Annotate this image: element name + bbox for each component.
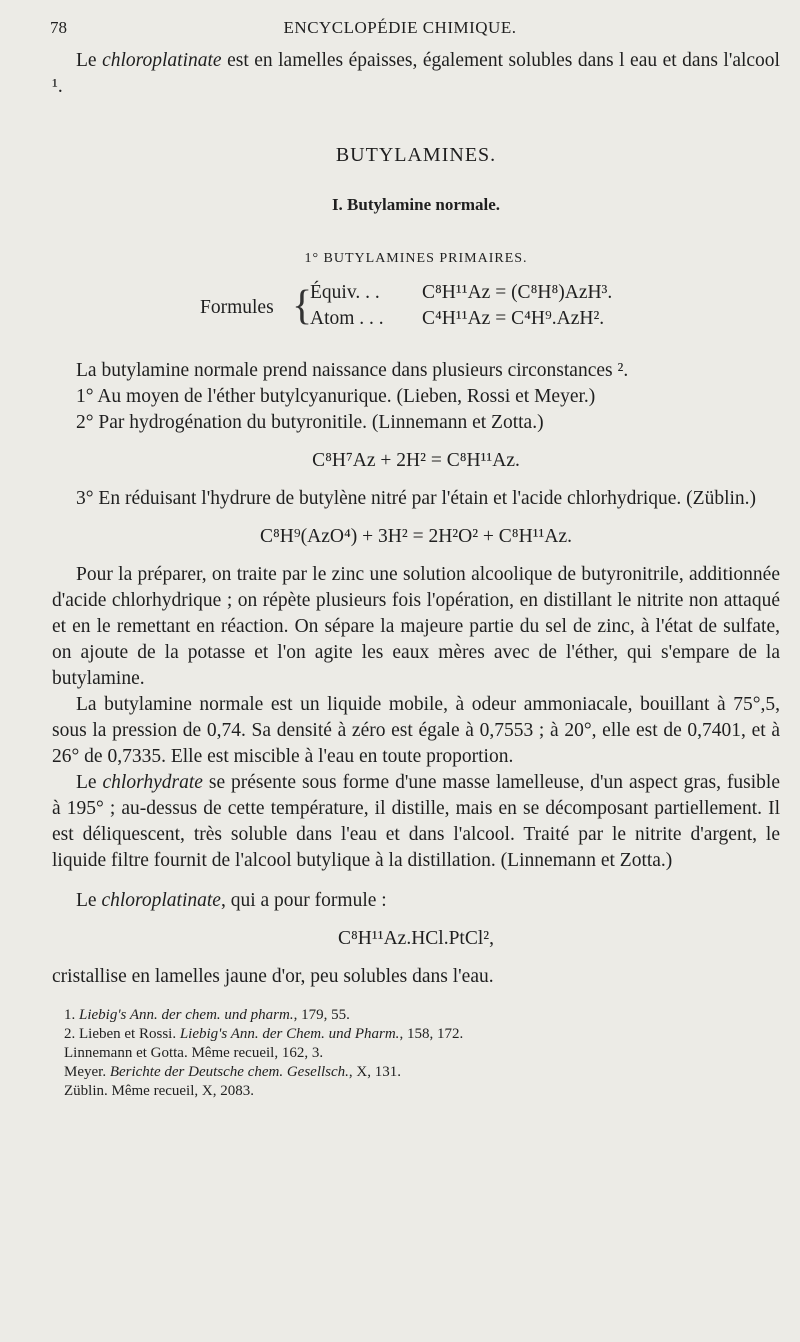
footnote <box>52 1025 780 1044</box>
formula-key: Atom . . . <box>310 308 384 329</box>
footnote-num: 2. <box>64 1026 79 1042</box>
footnote-source: Liebig's Ann. der chem. und pharm. <box>79 1007 294 1023</box>
page-number: 78 <box>50 18 67 37</box>
paragraph: 3° En réduisant l'hydrure de butylène nitré par l'étain et l'acide chlorhydrique. (Züblin.) <box>76 488 757 509</box>
text: Le <box>76 772 103 793</box>
formula-row-atom <box>310 306 604 332</box>
footnote <box>52 1006 780 1025</box>
paragraph: Pour la préparer, on traite par le zinc une solution alcoolique de butyronitrile, additionnée d'acide chlorhydrique ; on répète plusieurs fois l'opération, en distillant le nitrite non attaqué et en le remettant en réaction. On sépare la majeure partie du sel de zinc, à l'état de sulfate, on ajoute de la potasse et l'on agite les eaux mères avec de l'éther, qui s'empare de la butylamine. <box>52 564 780 689</box>
section-title: BUTYLAMINES. <box>335 144 497 166</box>
page-body <box>52 48 780 1101</box>
paragraph <box>52 888 780 914</box>
term: chloroplatinate <box>101 890 221 911</box>
term: chlorhydrate <box>102 772 203 793</box>
intro-post: est en lamelles épaisses, également solubles dans l eau et dans l'alcool ¹. <box>52 50 780 97</box>
formula-row-equiv <box>310 280 612 306</box>
footnote-text: , 179, 55. <box>293 1007 350 1023</box>
intro-paragraph <box>52 48 780 100</box>
formulas-label: Formules <box>200 297 274 318</box>
intro-pre: Le <box>76 50 103 71</box>
footnote-source: Liebig's Ann. der Chem. und Pharm. <box>179 1026 400 1042</box>
running-title: ENCYCLOPÉDIE CHIMIQUE. <box>283 18 517 37</box>
footnote <box>52 1063 780 1082</box>
text: se présente sous forme d'une masse lamelleuse, d'un aspect gras, fusible à 195° ; au-dessus de cette température, il distille, mais en se décomposant partiellement. Il est déliquescent, très soluble dans l'eau et dans l'alcool. Traité par le nitrite d'argent, le liquide filtre fournit de l'alcool butylique à la distillation. (Linnemann et Zotta.) <box>52 772 780 871</box>
footnote-text: , X, 131. <box>348 1064 401 1080</box>
equation: C⁸H¹¹Az.HCl.PtCl², <box>338 928 494 949</box>
paragraph: 2° Par hydrogénation du butyronitile. (Linnemann et Zotta.) <box>76 412 544 433</box>
footnotes <box>52 1006 780 1101</box>
formula-value: C⁴H¹¹Az = C⁴H⁹.AzH². <box>422 308 605 329</box>
subsubsection-title: 1° BUTYLAMINES PRIMAIRES. <box>304 251 528 266</box>
paragraph: La butylamine normale est un liquide mobile, à odeur ammoniacale, bouillant à 75°,5, sous la pression de 0,74. Sa densité à zéro est égale à 0,7553 ; à 20°, elle est de 0,7401, et à 26° de 0,7335. Elle est miscible à l'eau en toute proportion. <box>52 694 780 767</box>
footnote-num: 1. <box>64 1007 79 1023</box>
formulas-block <box>52 280 780 336</box>
intro-term: chloroplatinate <box>102 50 222 71</box>
text: , qui a pour formule : <box>220 890 387 911</box>
footnote-text: Linnemann et Gotta. Même recueil, 162, 3. <box>64 1045 324 1061</box>
paragraph <box>52 770 780 874</box>
footnote <box>52 1082 780 1101</box>
footnote-text: Meyer. <box>64 1064 110 1080</box>
footnote-source: Berichte der Deutsche chem. Gesellsch. <box>109 1064 349 1080</box>
formulas-brace: { <box>292 283 313 329</box>
running-header <box>50 18 750 44</box>
footnote-text: Züblin. Même recueil, X, 2083. <box>64 1083 254 1099</box>
footnote <box>52 1044 780 1063</box>
equation: C⁸H⁷Az + 2H² = C⁸H¹¹Az. <box>312 450 520 471</box>
footnote-text: , 158, 172. <box>399 1026 464 1042</box>
text: Le <box>76 890 102 911</box>
footnote-text: Lieben et Rossi. <box>79 1026 180 1042</box>
equation: C⁸H⁹(AzO⁴) + 3H² = 2H²O² + C⁸H¹¹Az. <box>259 526 572 547</box>
paragraph: La butylamine normale prend naissance dans plusieurs circonstances ². <box>76 360 629 381</box>
formula-value: C⁸H¹¹Az = (C⁸H⁸)AzH³. <box>422 282 613 303</box>
paragraph: cristallise en lamelles jaune d'or, peu solubles dans l'eau. <box>52 966 494 987</box>
subsection-title: I. Butylamine normale. <box>331 195 501 214</box>
paragraph: 1° Au moyen de l'éther butylcyanurique. (Lieben, Rossi et Meyer.) <box>76 386 596 407</box>
formula-key: Équiv. . . <box>310 282 380 303</box>
